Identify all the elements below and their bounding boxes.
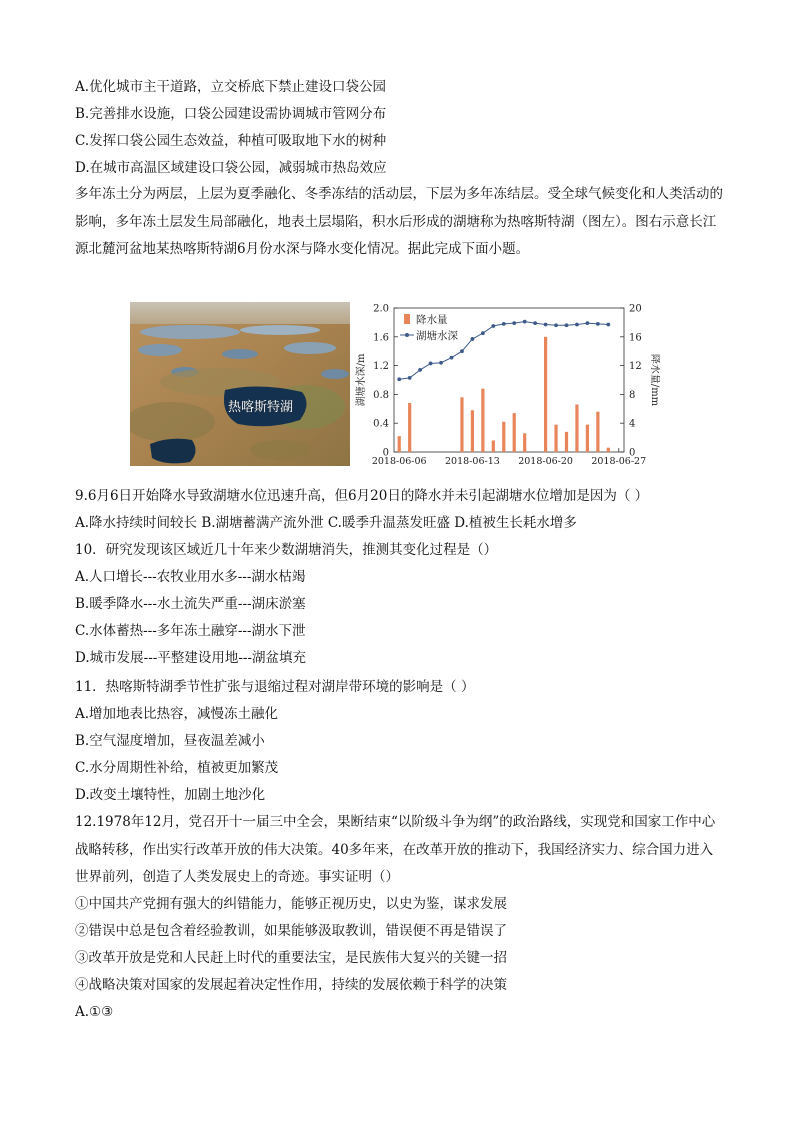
legend-line-marker	[405, 333, 409, 337]
water-depth-point	[586, 321, 590, 325]
precipitation-bar	[575, 404, 578, 452]
q11-option-a: A.增加地表比热容，减慢冻土融化	[75, 706, 279, 722]
left-tick-label: 1.6	[373, 332, 389, 344]
legend-precipitation: 降水量	[416, 314, 448, 326]
q8-option-c: C.发挥口袋公园生态效益，种植可吸取地下水的树种	[75, 133, 387, 149]
precipitation-bar	[492, 440, 495, 452]
q12-statement-2: ②错误中总是包含着经验教训，如果能够汲取教训，错误便不再是错误了	[75, 923, 507, 939]
water-depth-point	[544, 323, 548, 327]
left-axis-label: 湖塘水深/m	[356, 353, 367, 407]
water-depth-point	[408, 376, 412, 380]
q12-statement-4: ④战略决策对国家的发展起着决定性作用，持续的发展依赖于科学的决策	[75, 977, 507, 993]
intro-paragraph: 多年冻土分为两层，上层为夏季融化、冬季冻结的活动层，下层为多年冻结层。受全球气候变化和人类活动的影响，多年冻土层发生局部融化，地表土层塌陷，积水后形成的湖塘称为热喀斯特湖（图左）。图右示意长江源北麓河盆地某热喀斯特湖6月份水深与降水变化情况。据此完成下面小题。	[75, 186, 723, 257]
q8-option-d: D.在城市高温区域建设口袋公园，减弱城市热岛效应	[75, 160, 387, 176]
water-depth-point	[523, 320, 527, 324]
q12-stem: 12.1978年12月，党召开十一届三中全会，果断结束“以阶级斗争为纲”的政治路线，实现党和国家工作中心战略转移，作出实行改革开放的伟大决策。40多年来，在改革开放的推动下，我国经济实力、综合国力进入世界前列，创造了人类发展史上的奇迹。事实证明（）	[75, 814, 716, 885]
precipitation-bar	[607, 448, 610, 452]
precipitation-bar	[586, 425, 589, 452]
water-depth-point	[575, 323, 579, 327]
water-depth-point	[554, 323, 558, 327]
water-depth-point	[502, 322, 506, 326]
water-depth-point	[450, 356, 454, 360]
water-depth-point	[596, 322, 600, 326]
x-tick-label: 2018-06-13	[445, 456, 500, 467]
precipitation-bar	[481, 389, 484, 452]
chart-svg	[352, 298, 660, 470]
precipitation-bar	[460, 397, 463, 452]
x-tick-label: 2018-06-06	[371, 456, 427, 467]
precipitation-bar	[554, 425, 557, 452]
q12-statement-1: ①中国共产党拥有强大的纠错能力，能够正视历史，以史为鉴，谋求发展	[75, 896, 507, 912]
q11-option-b: B.空气湿度增加，昼夜温差减小	[75, 733, 265, 749]
right-tick-label: 8	[629, 389, 636, 401]
water-depth-point	[606, 323, 610, 327]
q12-option-a: A.①③	[75, 1004, 114, 1020]
right-tick-label: 0	[629, 447, 636, 459]
q10-option-d: D.城市发展---平整建设用地---湖盆填充	[75, 650, 307, 666]
right-tick-label: 4	[629, 418, 636, 430]
water-depth-point	[565, 323, 569, 327]
q12-statement-3: ③改革开放是党和人民赶上时代的重要法宝，是民族伟大复兴的关键一招	[75, 950, 507, 966]
q10-stem: 10．研究发现该区域近几十年来少数湖塘消失，推测其变化过程是（）	[75, 542, 498, 558]
water-depth-point	[397, 377, 401, 381]
q8-option-a: A.优化城市主干道路，立交桥底下禁止建设口袋公园	[75, 79, 387, 95]
precipitation-bar	[523, 433, 526, 452]
precipitation-bar	[544, 337, 547, 452]
water-depth-point	[429, 362, 433, 366]
precipitation-bar	[398, 436, 401, 452]
q9-stem: 9.6月6日开始降水导致湖塘水位迅速升高，但6月20日的降水并未引起湖塘水位增加是因为（ ）	[75, 488, 649, 504]
left-tick-label: 0	[382, 447, 389, 459]
water-depth-point	[471, 337, 475, 341]
q10-option-b: B.暖季降水---水土流失严重---湖床淤塞	[75, 596, 306, 612]
chart	[352, 298, 660, 470]
precipitation-bar	[513, 413, 516, 452]
left-tick-label: 2.0	[373, 303, 389, 315]
q8-option-b: B.完善排水设施，口袋公园建设需协调城市管网分布	[75, 106, 387, 122]
precipitation-bar	[471, 410, 474, 452]
right-tick-label: 16	[629, 332, 642, 344]
x-tick-label: 2018-06-20	[518, 456, 573, 467]
q9-options: A.降水持续时间较长 B.湖塘蓄满产流外泄 C.暖季升温蒸发旺盛 D.植被生长耗水增多	[75, 515, 577, 531]
q11-option-d: D.改变土壤特性，加剧土地沙化	[75, 787, 266, 803]
thermokarst-lake-photo	[130, 302, 350, 466]
water-depth-point	[512, 321, 516, 325]
left-tick-label: 0.8	[373, 389, 389, 401]
q11-stem: 11．热喀斯特湖季节性扩张与退缩过程对湖岸带环境的影响是（ ）	[75, 679, 475, 695]
precipitation-bar	[502, 422, 505, 452]
right-tick-label: 20	[629, 303, 642, 315]
left-tick-label: 0.4	[373, 418, 389, 430]
x-tick-label: 2018-06-27	[591, 456, 647, 467]
right-tick-label: 12	[629, 361, 642, 373]
q10-option-a: A.人口增长---农牧业用水多---湖水枯竭	[75, 569, 306, 585]
figure	[130, 298, 660, 470]
right-axis-label: 降水量/mm	[649, 353, 660, 407]
water-depth-point	[533, 321, 537, 325]
water-depth-point	[460, 349, 464, 353]
legend-bar-swatch	[404, 314, 410, 324]
q10-option-c: C.水体蓄热---多年冻土融穿---湖水下泄	[75, 623, 306, 639]
precipitation-bar	[565, 432, 568, 452]
water-depth-point	[481, 331, 485, 335]
landscape-image	[130, 302, 350, 466]
legend-water-depth: 湖塘水深	[416, 330, 458, 342]
precipitation-bar	[596, 412, 599, 452]
precipitation-bar	[408, 403, 411, 452]
left-tick-label: 1.2	[373, 361, 389, 373]
q11-option-c: C.水分周期性补给，植被更加繁茂	[75, 760, 279, 776]
water-depth-point	[439, 361, 443, 365]
water-depth-point	[491, 324, 495, 328]
photo-label: 热喀斯特湖	[228, 400, 294, 415]
water-depth-point	[418, 368, 422, 372]
